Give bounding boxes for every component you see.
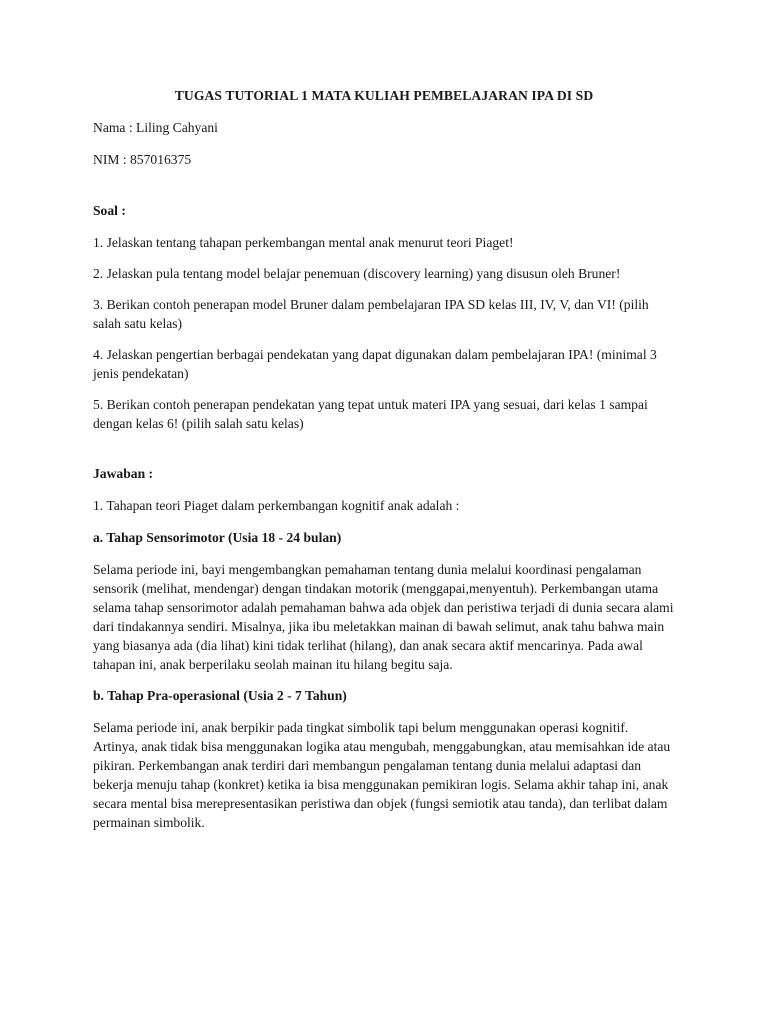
question-item: 1. Jelaskan tentang tahapan perkembangan mental anak menurut teori Piaget! [93,235,514,250]
spacer [93,445,675,464]
question-item: 2. Jelaskan pula tentang model belajar penemuan (discovery learning) yang disusun oleh Bruner! [93,266,621,281]
stage-b-text: Selama periode ini, anak berpikir pada tingkat simbolik tapi belum menggunakan operasi kognitif. Artinya, anak tidak bisa menggunakan logika atau mengubah, menggabungkan, atau memisahkan ide atau pikiran. Perkembangan anak terdiri dari membangun pengalaman tentang dunia melalui adaptasi dan bekerja menuju tahap (konkret) ketika ia bisa menggunakan pemikiran logis. Selama akhir tahap ini, anak secara mental bisa merepresentasikan peristiwa dan objek (fungsi semiotik atau tanda), dan terlibat dalam permainan simbolik. [93,720,671,830]
student-name: Nama : Liling Cahyani [93,120,218,135]
question-list [93,233,675,433]
soal-heading: Soal : [93,203,126,218]
student-nim: NIM : 857016375 [93,152,192,167]
answer-intro: 1. Tahapan teori Piaget dalam perkembangan kognitif anak adalah : [93,498,460,513]
jawaban-heading: Jawaban : [93,466,154,481]
stage-a-heading: a. Tahap Sensorimotor (Usia 18 - 24 bulan) [93,530,342,545]
stage-a-text: Selama periode ini, bayi mengembangkan pemahaman tentang dunia melalui koordinasi pengalaman sensorik (melihat, mendengar) dengan tindakan motorik (menggapai,menyentuh). Perkembangan utama selama tahap sensorimotor adalah pemahaman bahwa ada objek dan peristiwa terjadi di dunia secara alami dari tindakannya sendiri. Misalnya, jika ibu meletakkan mainan di bawah selimut, anak tahu bahwa main yang biasanya ada (dia lihat) kini tidak terlihat (hilang), dan anak secara aktif mencarinya. Pada awal tahapan ini, anak berperilaku seolah mainan itu hilang begitu saja. [93,562,674,672]
spacer [93,182,675,201]
question-item: 5. Berikan contoh penerapan pendekatan yang tepat untuk materi IPA yang sesuai, dari kelas 1 sampai dengan kelas 6! (pilih salah satu kelas) [93,397,648,431]
question-item: 3. Berikan contoh penerapan model Bruner dalam pembelajaran IPA SD kelas III, IV, V, dan VI! (pilih salah satu kelas) [93,297,649,331]
document-title: TUGAS TUTORIAL 1 MATA KULIAH PEMBELAJARAN IPA DI SD [174,88,594,103]
stage-b-heading: b. Tahap Pra-operasional (Usia 2 - 7 Tahun) [93,688,347,703]
question-item: 4. Jelaskan pengertian berbagai pendekatan yang dapat digunakan dalam pembelajaran IPA! (minimal 3 jenis pendekatan) [93,347,657,381]
